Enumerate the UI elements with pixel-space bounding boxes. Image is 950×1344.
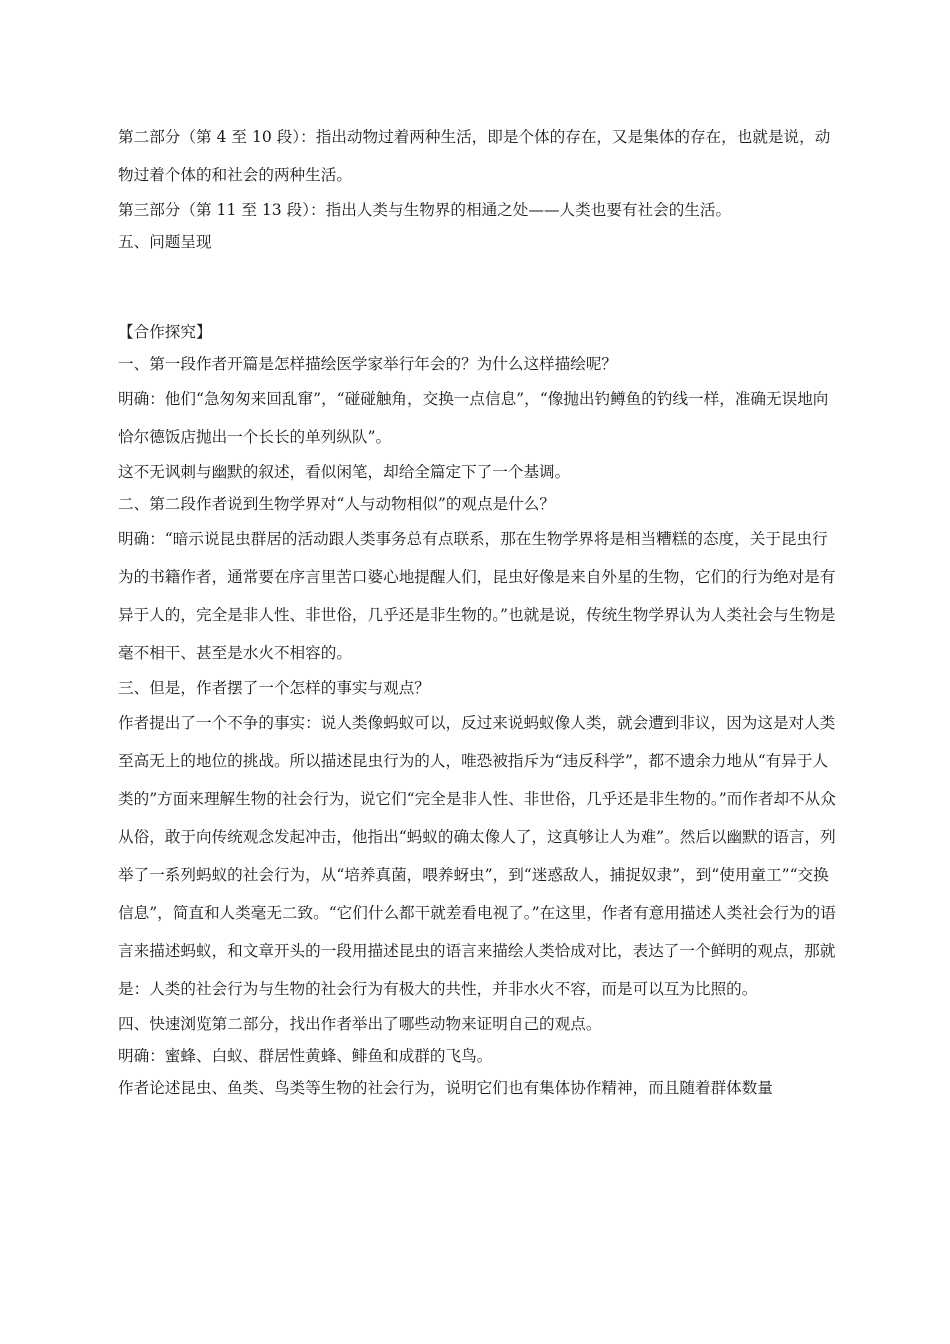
blank-spacer (118, 258, 838, 316)
answer-two: 明确：“暗示说昆虫群居的活动跟人类事务总有点联系，那在生物学界将是相当糟糕的态度，关于昆虫行为的书籍作者，通常要在序言里苦口婆心地提醒人们，昆虫好像是来自外星的生物，它们的行为绝对是有异于人的，完全是非人性、非世俗，几乎还是非生物的。”也就是说，传统生物学界认为人类社会与生物是毫不相干、甚至是水火不相容的。 (118, 530, 836, 662)
answer-four-explanation: 作者论述昆虫、鱼类、鸟类等生物的社会行为，说明它们也有集体协作精神，而且随着群体数量 (118, 1079, 773, 1097)
answer-four: 明确：蜜蜂、白蚁、群居性黄蜂、鲱鱼和成群的飞鸟。 (118, 1047, 493, 1065)
section-heading-cooperative-inquiry: 【合作探究】 (118, 323, 212, 341)
question-three: 三、但是，作者摆了一个怎样的事实与观点？ (118, 679, 430, 697)
answer-three: 作者提出了一个不争的事实：说人类像蚂蚁可以，反过来说蚂蚁像人类，就会遭到非议，因为这是对人类至高无上的地位的挑战。所以描述昆虫行为的人，唯恐被指斥为“违反科学”，都不遗余力地从“有异于人类的”方面来理解生物的社会行为，说它们“完全是非人性、非世俗，几乎还是非生物的。”而作者却不从众从俗，敢于向传统观念发起冲击，他指出“蚂蚁的确太像人了，这真够让人为难”。然后以幽默的语言，列举了一系列蚂蚁的社会行为，从“培养真菌，喂养蚜虫”，到“迷惑敌人，捕捉奴隶”，到“使用童工”“交换信息”，简直和人类毫无二致。“它们什么都干就差看电视了。”在这里，作者有意用描述人类社会行为的语言来描述蚂蚁，和文章开头的一段用描述昆虫的语言来描绘人类恰成对比，表达了一个鲜明的观点，那就是：人类的社会行为与生物的社会行为有极大的共性，并非水火不容，而是可以互为比照的。 (118, 714, 836, 998)
section-heading-problems: 五、问题呈现 (118, 233, 212, 251)
document-body (118, 118, 838, 1104)
paragraph-part-three: 第三部分（第 11 至 13 段）：指出人类与生物界的相通之处——人类也要有社会的生活。 (118, 201, 732, 219)
question-one: 一、第一段作者开篇是怎样描绘医学家举行年会的？为什么这样描绘呢？ (118, 355, 618, 373)
paragraph-part-two: 第二部分（第 4 至 10 段）：指出动物过着两种生活，即是个体的存在，又是集体的存在，也就是说，动物过着个体的和社会的两种生活。 (118, 128, 831, 184)
answer-one-comment: 这不无讽刺与幽默的叙述，看似闲笔，却给全篇定下了一个基调。 (118, 463, 571, 481)
answer-one: 明确：他们“急匆匆来回乱窜”，“碰碰触角，交换一点信息”，“像抛出钓鳟鱼的钓线一样，准确无误地向恰尔德饭店抛出一个长长的单列纵队”。 (118, 390, 829, 446)
question-four: 四、快速浏览第二部分，找出作者举出了哪些动物来证明自己的观点。 (118, 1015, 602, 1033)
question-two: 二、第二段作者说到生物学界对“人与动物相似”的观点是什么？ (118, 495, 555, 513)
